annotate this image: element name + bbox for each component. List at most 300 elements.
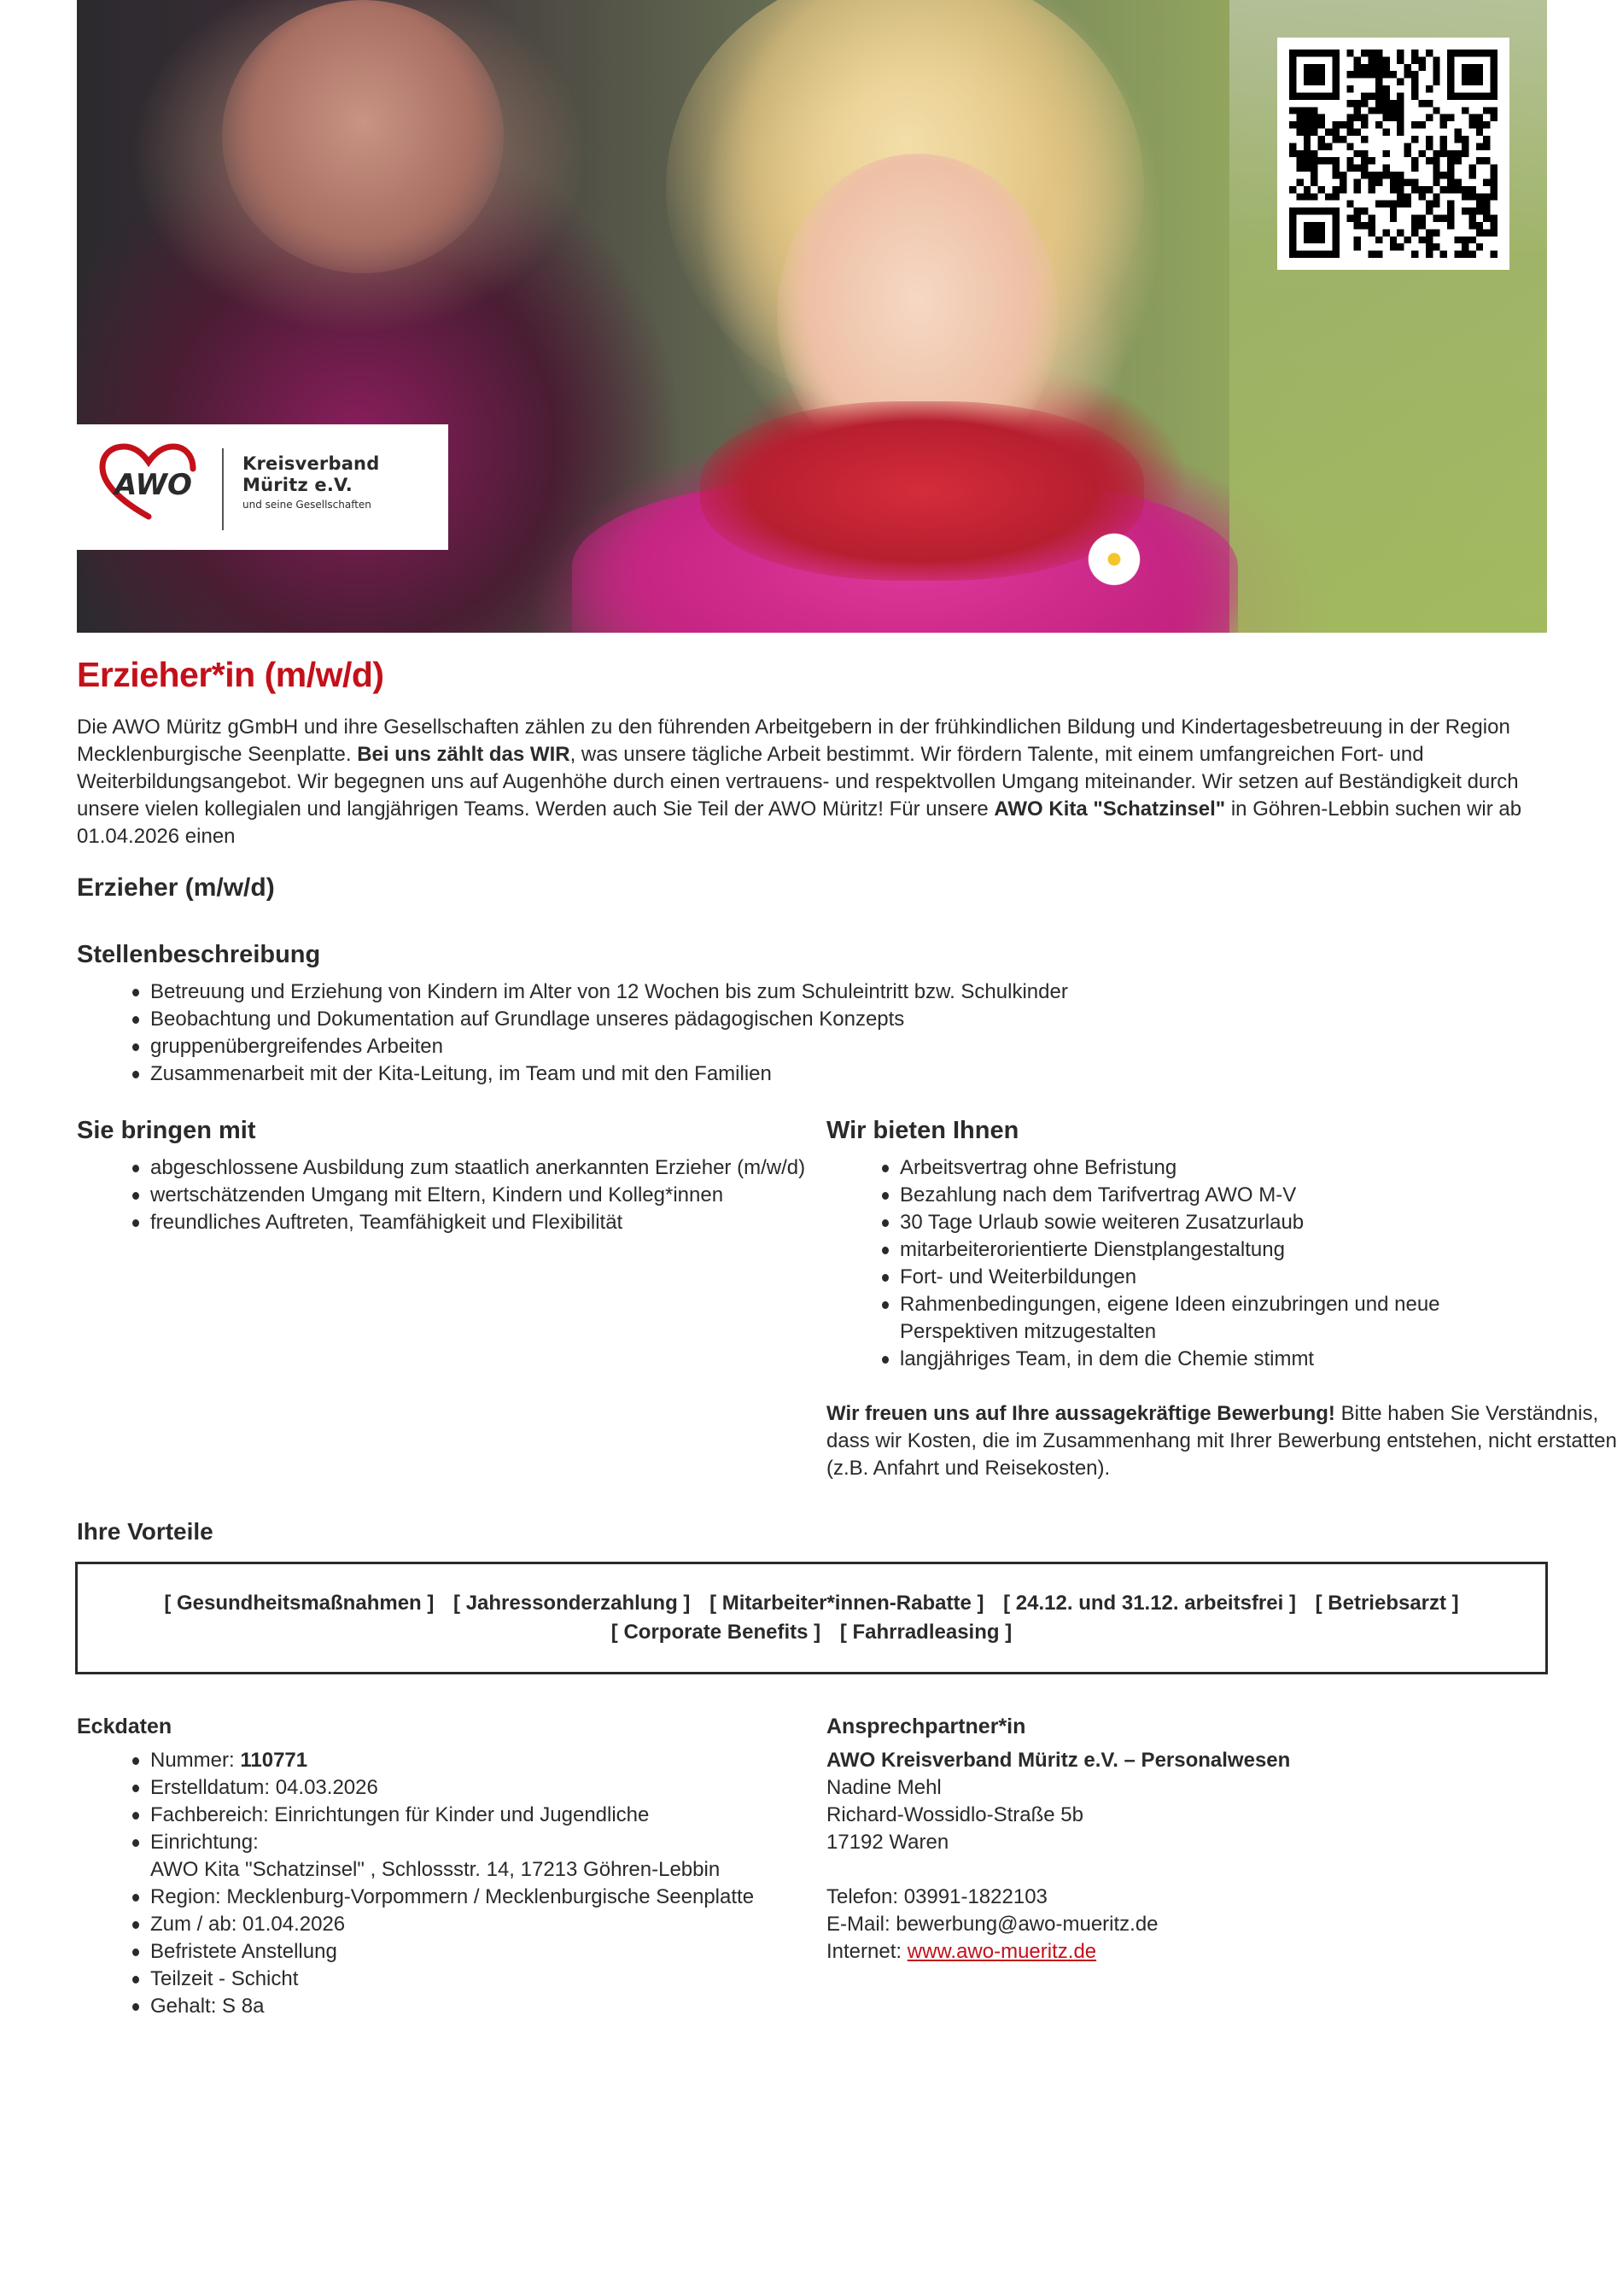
qr-module (1455, 237, 1462, 243)
stellenbeschreibung-list (132, 979, 1498, 1088)
qr-module (1433, 165, 1439, 172)
qr-module (1426, 114, 1433, 121)
qr-module (1491, 251, 1497, 258)
qr-module (1462, 243, 1468, 250)
logo-line-2: Müritz e.V. (242, 475, 353, 495)
qr-module (1382, 150, 1389, 157)
qr-module (1491, 107, 1497, 114)
qr-module (1468, 251, 1475, 258)
qr-module (1346, 165, 1353, 172)
qr-module (1289, 186, 1296, 193)
qr-module (1411, 229, 1418, 236)
qr-module (1491, 193, 1497, 200)
qr-module (1369, 50, 1375, 56)
qr-module (1296, 157, 1303, 164)
qr-module (1447, 114, 1454, 121)
qr-module (1468, 165, 1475, 172)
qr-module (1332, 193, 1339, 200)
qr-module (1491, 186, 1497, 193)
qr-module (1476, 243, 1483, 250)
qr-module (1447, 157, 1454, 164)
contact-spacer (826, 1856, 1595, 1884)
qr-module (1354, 215, 1361, 222)
einrichtung-value: AWO Kita "Schatzinsel" , Schlossstr. 14, 17213 Göhren-Lebbin (150, 1858, 721, 1881)
qr-code-icon (1289, 50, 1497, 258)
contact-city: 17192 Waren (826, 1831, 949, 1854)
qr-module (1476, 114, 1483, 121)
qr-module (1375, 172, 1382, 178)
contact-street: Richard-Wossidlo-Straße 5b (826, 1803, 1083, 1826)
qr-module (1397, 186, 1404, 193)
qr-module (1411, 136, 1418, 143)
intro-paragraph (77, 714, 1547, 850)
qr-module (1390, 237, 1397, 243)
qr-module (1354, 178, 1361, 185)
qr-module (1346, 100, 1353, 107)
intro-bold-2: AWO Kita "Schatzinsel" (994, 797, 1226, 821)
qr-module (1440, 215, 1447, 222)
qr-module (1346, 114, 1353, 121)
qr-module (1483, 207, 1490, 214)
stellenbeschreibung-item: Zusammenarbeit mit der Kita-Leitung, im Team und mit den Familien (132, 1060, 1498, 1088)
sie-bringen-mit-item: freundliches Auftreten, Teamfähigkeit und Flexibilität (132, 1209, 807, 1236)
qr-module (1418, 121, 1425, 128)
qr-module (1483, 107, 1490, 114)
qr-module (1304, 129, 1311, 136)
qr-module (1375, 178, 1382, 185)
benefits-box (75, 1562, 1548, 1674)
qr-module (1289, 107, 1296, 114)
qr-module (1354, 100, 1361, 107)
qr-module (1311, 165, 1317, 172)
qr-module (1354, 186, 1361, 193)
qr-module (1468, 172, 1475, 178)
qr-module (1462, 251, 1468, 258)
qr-module (1433, 157, 1439, 164)
hero-woman (222, 0, 504, 273)
qr-module (1447, 172, 1454, 178)
qr-module (1462, 207, 1468, 214)
contact-name: Nadine Mehl (826, 1776, 942, 1799)
qr-module (1354, 107, 1361, 114)
qr-module (1390, 207, 1397, 214)
qr-module (1390, 71, 1397, 78)
qr-module (1318, 114, 1325, 121)
qr-module (1304, 165, 1311, 172)
qr-module (1311, 129, 1317, 136)
awo-heart-logo-icon (96, 443, 207, 529)
qr-module (1462, 136, 1468, 143)
qr-module (1304, 157, 1311, 164)
qr-module (1318, 136, 1325, 143)
eckdaten-item: Zum / ab: 01.04.2026 (132, 1911, 815, 1938)
qr-module (1382, 172, 1389, 178)
qr-module (1397, 50, 1404, 56)
qr-module (1404, 178, 1411, 185)
qr-module (1433, 201, 1439, 207)
qr-module (1390, 100, 1397, 107)
qr-module (1332, 172, 1339, 178)
qr-module (1411, 92, 1418, 99)
qr-module (1296, 129, 1303, 136)
qr-module (1390, 172, 1397, 178)
qr-module (1354, 237, 1361, 243)
qr-module (1433, 64, 1439, 71)
benefit-tag: [ Mitarbeiter*innen-Rabatte ] (709, 1592, 984, 1615)
qr-module (1397, 92, 1404, 99)
qr-module (1433, 229, 1439, 236)
eckdaten-item: Region: Mecklenburg-Vorpommern / Mecklenburgische Seenplatte (132, 1884, 815, 1911)
qr-module (1340, 121, 1346, 128)
qr-module (1433, 172, 1439, 178)
eckdaten-item-nummer (132, 1747, 815, 1774)
qr-module (1382, 71, 1389, 78)
qr-module (1340, 172, 1346, 178)
qr-module (1354, 165, 1361, 172)
qr-module (1390, 186, 1397, 193)
qr-module (1369, 222, 1375, 229)
qr-module (1491, 222, 1497, 229)
qr-module (1361, 157, 1368, 164)
section-heading-eckdaten: Eckdaten (77, 1715, 172, 1738)
qr-module (1433, 79, 1439, 85)
qr-module (1440, 172, 1447, 178)
qr-module (1382, 129, 1389, 136)
qr-module (1375, 201, 1382, 207)
qr-module (1462, 150, 1468, 157)
intro-text-1: Die AWO Müritz gGmbH und ihre Gesellschaften zählen zu den führenden Arbeitgebern in der frühkindlichen Bildung und Kindertagesbetreuung in der Region Mecklenburgische Seenplatte. (77, 716, 1510, 766)
qr-module (1418, 100, 1425, 107)
sie-bringen-mit-item: abgeschlossene Ausbildung zum staatlich anerkannten Erzieher (m/w/d) (132, 1154, 807, 1182)
qr-module (1455, 157, 1462, 164)
qr-module (1483, 193, 1490, 200)
qr-module (1440, 136, 1447, 143)
qr-module (1369, 215, 1375, 222)
qr-module (1397, 229, 1404, 236)
job-subtitle: Erzieher (m/w/d) (77, 873, 275, 902)
qr-module (1361, 121, 1368, 128)
qr-module (1325, 193, 1332, 200)
qr-module (1361, 222, 1368, 229)
qr-module (1346, 50, 1353, 56)
qr-module (1447, 201, 1454, 207)
qr-module (1447, 215, 1454, 222)
qr-module (1375, 71, 1382, 78)
qr-module (1296, 150, 1303, 157)
qr-module (1397, 114, 1404, 121)
qr-module (1311, 114, 1317, 121)
sie-bringen-mit-list (132, 1154, 807, 1236)
qr-module (1404, 143, 1411, 149)
qr-module (1397, 172, 1404, 178)
qr-module (1455, 129, 1462, 136)
qr-module (1447, 222, 1454, 229)
qr-module (1304, 136, 1311, 143)
qr-module (1346, 143, 1353, 149)
wir-bieten-ihnen-item: 30 Tage Urlaub sowie weiteren Zusatzurlaub (882, 1209, 1548, 1236)
qr-module (1304, 193, 1311, 200)
qr-module (1426, 186, 1433, 193)
qr-module (1354, 71, 1361, 78)
qr-finder-module (1304, 222, 1325, 243)
qr-module (1433, 243, 1439, 250)
logo-line-3: und seine Gesellschaften (242, 499, 371, 511)
qr-module (1382, 100, 1389, 107)
qr-code[interactable] (1277, 38, 1509, 270)
qr-module (1340, 186, 1346, 193)
qr-module (1318, 186, 1325, 193)
qr-module (1483, 215, 1490, 222)
qr-module (1361, 150, 1368, 157)
qr-module (1325, 129, 1332, 136)
qr-module (1447, 178, 1454, 185)
eckdaten-item: Teilzeit - Schicht (132, 1966, 815, 1993)
qr-module (1462, 193, 1468, 200)
qr-module (1311, 157, 1317, 164)
qr-module (1296, 107, 1303, 114)
qr-module (1340, 136, 1346, 143)
qr-module (1455, 178, 1462, 185)
stellenbeschreibung-item: Betreuung und Erziehung von Kindern im Alter von 12 Wochen bis zum Schuleintritt bzw. Schulkinder (132, 979, 1498, 1006)
qr-module (1404, 71, 1411, 78)
qr-module (1491, 215, 1497, 222)
qr-module (1447, 186, 1454, 193)
sie-bringen-mit-item: wertschätzenden Umgang mit Eltern, Kindern und Kolleg*innen (132, 1182, 807, 1209)
qr-module (1311, 178, 1317, 185)
benefit-tag: [ Fahrradleasing ] (839, 1621, 1013, 1644)
qr-module (1296, 114, 1303, 121)
stellenbeschreibung-item: Beobachtung und Dokumentation auf Grundlage unseres pädagogischen Konzepts (132, 1006, 1498, 1033)
qr-module (1296, 193, 1303, 200)
qr-module (1433, 178, 1439, 185)
qr-module (1325, 143, 1332, 149)
qr-module (1369, 56, 1375, 63)
qr-module (1440, 150, 1447, 157)
qr-module (1426, 243, 1433, 250)
qr-module (1418, 186, 1425, 193)
eckdaten-item: Befristete Anstellung (132, 1938, 815, 1966)
awo-logo-text: AWO (114, 468, 192, 502)
qr-module (1455, 186, 1462, 193)
section-heading-ansprechpartner: Ansprechpartner*in (826, 1715, 1026, 1738)
qr-module (1426, 251, 1433, 258)
qr-module (1397, 129, 1404, 136)
qr-module (1411, 251, 1418, 258)
qr-module (1433, 107, 1439, 114)
qr-module (1411, 79, 1418, 85)
qr-module (1375, 237, 1382, 243)
qr-module (1426, 229, 1433, 236)
qr-module (1455, 136, 1462, 143)
qr-module (1418, 56, 1425, 63)
qr-module (1462, 143, 1468, 149)
application-note-text: Bitte haben Sie Verständnis, dass wir Kosten, die im Zusammenhang mit Ihrer Bewerbung entstehen, nicht erstatten (z.B. Anfahrt und Reisekosten). (826, 1402, 1617, 1480)
qr-module (1361, 50, 1368, 56)
qr-module (1332, 157, 1339, 164)
qr-module (1354, 114, 1361, 121)
nummer-label: Nummer: (150, 1749, 241, 1772)
qr-module (1382, 92, 1389, 99)
qr-module (1476, 129, 1483, 136)
qr-module (1468, 186, 1475, 193)
qr-module (1304, 150, 1311, 157)
qr-module (1397, 121, 1404, 128)
qr-module (1426, 201, 1433, 207)
qr-module (1311, 193, 1317, 200)
qr-module (1296, 165, 1303, 172)
qr-module (1483, 201, 1490, 207)
qr-module (1382, 85, 1389, 92)
qr-module (1304, 114, 1311, 121)
hero-image (77, 0, 1547, 633)
qr-module (1476, 193, 1483, 200)
qr-module (1397, 243, 1404, 250)
qr-module (1468, 222, 1475, 229)
qr-module (1418, 237, 1425, 243)
qr-module (1411, 157, 1418, 164)
qr-module (1332, 165, 1339, 172)
qr-module (1311, 121, 1317, 128)
qr-module (1304, 121, 1311, 128)
qr-module (1440, 251, 1447, 258)
qr-module (1361, 114, 1368, 121)
qr-module (1361, 207, 1368, 214)
qr-module (1361, 136, 1368, 143)
qr-module (1468, 121, 1475, 128)
contact-organization: AWO Kreisverband Müritz e.V. – Personalwesen (826, 1749, 1291, 1772)
qr-module (1332, 121, 1339, 128)
qr-module (1375, 107, 1382, 114)
awo-logo (77, 424, 448, 550)
qr-module (1369, 178, 1375, 185)
qr-module (1476, 121, 1483, 128)
wir-bieten-ihnen-list (882, 1154, 1548, 1373)
job-posting-page (77, 0, 1617, 2018)
qr-module (1397, 193, 1404, 200)
qr-module (1375, 100, 1382, 107)
job-title: Erzieher*in (m/w/d) (77, 655, 384, 694)
benefit-tag: [ Gesundheitsmaßnahmen ] (164, 1592, 435, 1615)
qr-module (1483, 121, 1490, 128)
qr-module (1418, 222, 1425, 229)
qr-module (1433, 215, 1439, 222)
qr-module (1390, 114, 1397, 121)
qr-module (1411, 165, 1418, 172)
qr-module (1390, 201, 1397, 207)
qr-module (1426, 157, 1433, 164)
eckdaten-item-einrichtung (132, 1829, 815, 1884)
website-link[interactable]: www.awo-mueritz.de (907, 1940, 1097, 1963)
qr-module (1289, 150, 1296, 157)
qr-module (1447, 165, 1454, 172)
benefit-tag: [ Corporate Benefits ] (610, 1621, 821, 1644)
qr-module (1375, 64, 1382, 71)
qr-module (1476, 143, 1483, 149)
qr-finder-module (1462, 64, 1483, 85)
qr-module (1491, 165, 1497, 172)
qr-module (1311, 107, 1317, 114)
qr-module (1382, 114, 1389, 121)
qr-module (1483, 178, 1490, 185)
contact-phone: Telefon: 03991-1822103 (826, 1885, 1048, 1908)
benefit-tag: [ Betriebsarzt ] (1315, 1592, 1459, 1615)
intro-text-3: in Göhren-Lebbin suchen wir ab 01.04.2026 einen (77, 797, 1522, 848)
qr-module (1411, 186, 1418, 193)
qr-module (1369, 64, 1375, 71)
qr-module (1462, 186, 1468, 193)
benefit-tag: [ Jahressonderzahlung ] (453, 1592, 691, 1615)
section-heading-wir-bieten-ihnen: Wir bieten Ihnen (826, 1117, 1019, 1144)
application-note (826, 1400, 1620, 1482)
qr-module (1476, 207, 1483, 214)
qr-module (1433, 150, 1439, 157)
qr-module (1332, 186, 1339, 193)
wir-bieten-ihnen-item: Bezahlung nach dem Tarifvertrag AWO M-V (882, 1182, 1548, 1209)
qr-module (1411, 56, 1418, 63)
qr-module (1318, 157, 1325, 164)
qr-module (1491, 178, 1497, 185)
qr-module (1426, 136, 1433, 143)
qr-module (1369, 92, 1375, 99)
qr-module (1375, 92, 1382, 99)
qr-module (1426, 85, 1433, 92)
qr-module (1418, 215, 1425, 222)
qr-module (1332, 136, 1339, 143)
qr-module (1375, 79, 1382, 85)
stellenbeschreibung-item: gruppenübergreifendes Arbeiten (132, 1033, 1498, 1060)
eckdaten-item: Erstelldatum: 04.03.2026 (132, 1774, 815, 1802)
qr-module (1289, 143, 1296, 149)
logo-divider (222, 448, 224, 530)
qr-module (1375, 56, 1382, 63)
qr-module (1476, 229, 1483, 236)
qr-module (1447, 150, 1454, 157)
qr-module (1483, 136, 1490, 143)
qr-module (1426, 143, 1433, 149)
qr-module (1397, 178, 1404, 185)
qr-module (1304, 143, 1311, 149)
application-note-bold: Wir freuen uns auf Ihre aussagekräftige Bewerbung! (826, 1402, 1335, 1425)
qr-module (1411, 85, 1418, 92)
qr-module (1318, 143, 1325, 149)
qr-module (1468, 207, 1475, 214)
qr-module (1491, 114, 1497, 121)
qr-module (1311, 150, 1317, 157)
qr-module (1476, 201, 1483, 207)
contact-block (826, 1747, 1595, 1966)
qr-module (1440, 143, 1447, 149)
qr-module (1411, 178, 1418, 185)
qr-module (1289, 121, 1296, 128)
wir-bieten-ihnen-item: Rahmenbedingungen, eigene Ideen einzubringen und neue Perspektiven mitzugestalten (882, 1291, 1548, 1346)
logo-line-1: Kreisverband (242, 453, 380, 474)
qr-module (1346, 121, 1353, 128)
qr-module (1361, 71, 1368, 78)
qr-module (1462, 107, 1468, 114)
qr-module (1354, 56, 1361, 63)
qr-module (1369, 107, 1375, 114)
qr-module (1390, 178, 1397, 185)
qr-module (1440, 186, 1447, 193)
intro-text-2: , was unsere tägliche Arbeit bestimmt. Wir fördern Talente, mit einem umfangreichen Fort- und Weiterbildungsangebot. Wir begegnen uns auf Augenhöhe durch einen vertrauens- und respektvollen Umgang miteinander. Wir setzen auf Beständigkeit durch unsere vielen kollegialen und langjährigen Teams. Werden auch Sie Teil der AWO Müritz! Für unsere (77, 743, 1519, 821)
qr-module (1426, 100, 1433, 107)
qr-module (1397, 79, 1404, 85)
qr-module (1361, 100, 1368, 107)
qr-module (1468, 193, 1475, 200)
qr-module (1433, 71, 1439, 78)
qr-module (1369, 229, 1375, 236)
qr-module (1369, 157, 1375, 164)
